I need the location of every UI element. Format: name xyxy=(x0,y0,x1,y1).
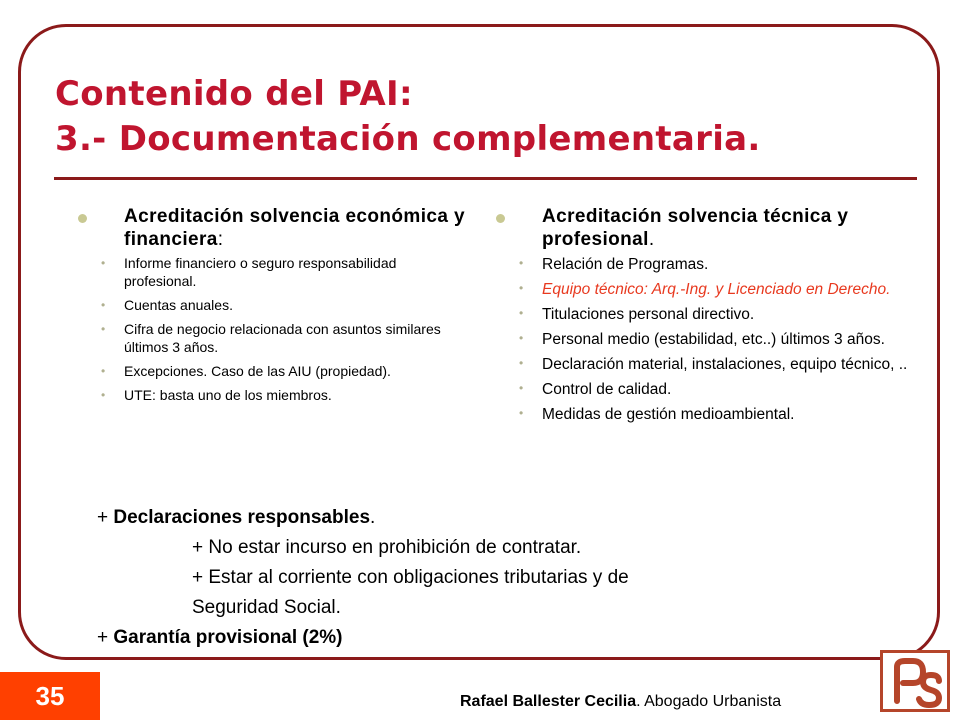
bullet-dot-icon xyxy=(78,214,87,223)
slide-title xyxy=(55,72,761,162)
list-item: • Medidas de gestión medioambiental. xyxy=(519,406,795,423)
list-item: • Excepciones. Caso de las AIU (propiedad). xyxy=(101,363,391,379)
ps-logo-icon xyxy=(883,653,947,709)
bullet-icon: • xyxy=(101,364,106,378)
bullet-icon: • xyxy=(519,356,524,370)
right-column xyxy=(496,205,936,430)
bottom-notes xyxy=(97,503,629,653)
bullet-icon: • xyxy=(519,256,524,270)
list-item: • Cuentas anuales. xyxy=(101,297,233,313)
bullet-icon: • xyxy=(519,381,524,395)
list-item: • Informe financiero o seguro responsabilidad profesional. xyxy=(101,255,397,289)
left-column xyxy=(78,205,468,411)
list-item: • Personal medio (estabilidad, etc..) últimos 3 años. xyxy=(519,331,885,348)
right-heading-bold: Acreditación solvencia técnica y profesional xyxy=(542,206,849,250)
bullet-icon: • xyxy=(519,281,524,295)
bullet-icon: • xyxy=(101,298,106,312)
footer-credit: Rafael Ballester Cecilia. Abogado Urbanista xyxy=(460,693,782,710)
bullet-icon: • xyxy=(519,306,524,320)
left-list xyxy=(78,255,468,405)
declarations-line: + Declaraciones responsables. xyxy=(97,507,376,528)
guarantee-line: + Garantía provisional (2%) xyxy=(97,627,343,648)
right-heading xyxy=(496,205,936,251)
prohibition-line: + No estar incurso en prohibición de contratar. xyxy=(192,537,582,558)
list-item: • Titulaciones personal directivo. xyxy=(519,306,755,323)
bullet-icon: • xyxy=(519,406,524,420)
social-security-line: Seguridad Social. xyxy=(192,597,341,618)
title-divider xyxy=(54,177,917,180)
list-item: • UTE: basta uno de los miembros. xyxy=(101,387,332,403)
title-line-2: 3.- Documentación complementaria. xyxy=(55,119,761,159)
right-list xyxy=(496,255,936,424)
bullet-icon: • xyxy=(101,256,106,270)
brand-logo xyxy=(880,650,950,712)
left-heading-bold: Acreditación solvencia económica y financiera xyxy=(124,206,465,250)
obligations-line: + Estar al corriente con obligaciones tributarias y de xyxy=(192,567,629,588)
highlighted-item: Equipo técnico: Arq.-Ing. y Licenciado en Derecho. xyxy=(542,281,891,298)
title-line-1: Contenido del PAI: xyxy=(55,74,413,114)
left-heading xyxy=(78,205,468,251)
bullet-icon: • xyxy=(101,322,106,336)
bullet-dot-icon xyxy=(496,214,505,223)
bullet-icon: • xyxy=(519,331,524,345)
bullet-icon: • xyxy=(101,388,106,402)
list-item: • Relación de Programas. xyxy=(519,256,709,273)
list-item: • Control de calidad. xyxy=(519,381,672,398)
page-number-badge: 35 xyxy=(0,672,100,720)
left-heading-rest: : xyxy=(217,229,224,250)
list-item: • Declaración material, instalaciones, equipo técnico, .. xyxy=(519,356,908,373)
list-item xyxy=(519,280,936,299)
list-item: • Cifra de negocio relacionada con asuntos similares últimos 3 años. xyxy=(101,321,441,355)
right-heading-rest: . xyxy=(648,229,655,250)
